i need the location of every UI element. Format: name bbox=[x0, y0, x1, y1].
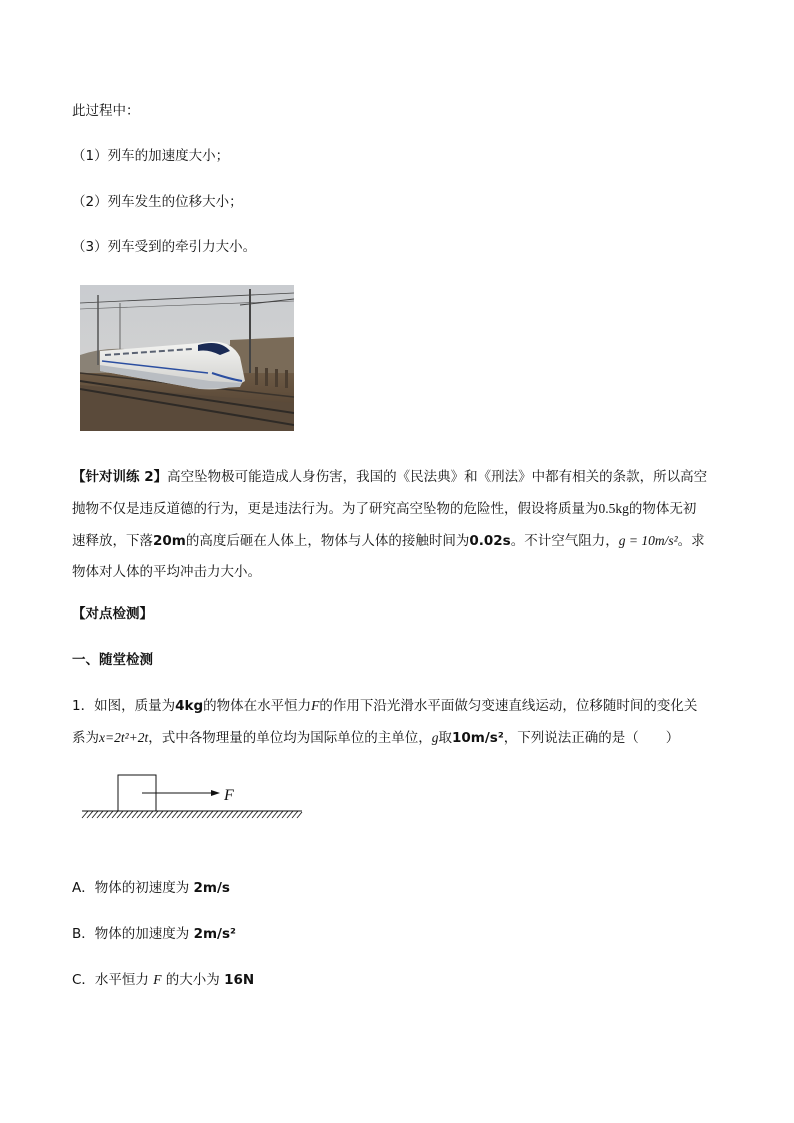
train-photo bbox=[80, 285, 294, 431]
training-line-4: 物体对人体的平均冲击力大小。 bbox=[72, 564, 261, 580]
option-a-text: A．物体的初速度为 bbox=[72, 880, 194, 896]
option-b-value: 2m/s² bbox=[193, 926, 236, 942]
problem-text-2b: ，式中各物理量的单位均为国际单位的主单位， bbox=[148, 730, 432, 746]
question-3: （3）列车受到的牵引力大小。 bbox=[72, 239, 257, 255]
force-diagram bbox=[80, 770, 310, 825]
training-text-3a: 速释放，下落 bbox=[72, 533, 153, 549]
option-c[interactable] bbox=[72, 970, 254, 990]
training-line-3 bbox=[72, 525, 724, 557]
intro-text: 此过程中： bbox=[72, 103, 140, 119]
training-tag: 【针对训练 2】 bbox=[72, 469, 168, 485]
option-a[interactable] bbox=[72, 878, 230, 898]
section-title: 【对点检测】 bbox=[72, 606, 153, 622]
gravity-expression: g = 10m/s² bbox=[618, 533, 678, 548]
problem-text-1a: 1．如图，质量为 bbox=[72, 698, 176, 714]
g-value: 10m/s² bbox=[452, 730, 504, 746]
training-paragraph bbox=[72, 462, 724, 588]
training-text-2a: 抛物不仅是违反道德的行为，更是违法行为。为了研究高空坠物的危险性，假设将质量为 bbox=[72, 501, 599, 517]
force-symbol: F bbox=[311, 698, 320, 713]
block-force-figure bbox=[80, 770, 310, 825]
problem-mass: 4kg bbox=[175, 698, 204, 714]
problem-text-1c: 的作用下沿光滑水平面做匀变速直线运动，位移随时间的变化关 bbox=[319, 698, 698, 714]
option-c-value: 16N bbox=[224, 972, 255, 988]
high-speed-train-image bbox=[80, 285, 294, 431]
option-a-value: 2m/s bbox=[193, 880, 230, 896]
g-symbol: g bbox=[431, 730, 439, 745]
force-label: F bbox=[224, 787, 234, 804]
training-text-1: 高空坠物极可能造成人身伤害，我国的《民法典》和《刑法》中都有相关的条款，所以高空 bbox=[167, 469, 708, 485]
problem-text-2c: 取 bbox=[438, 730, 453, 746]
training-text-3d: 。求 bbox=[677, 533, 705, 549]
problem-text-2a: 系为 bbox=[72, 730, 99, 746]
option-b-text: B．物体的加速度为 bbox=[72, 926, 194, 942]
training-text-3b: 的高度后砸在人体上，物体与人体的接触时间为 bbox=[185, 533, 470, 549]
subsection-title: 一、随堂检测 bbox=[72, 652, 153, 668]
question-2: （2）列车发生的位移大小； bbox=[72, 194, 243, 210]
training-text-3c: 。不计空气阻力， bbox=[510, 533, 619, 549]
training-line-1 bbox=[72, 462, 724, 493]
problem-1-line-2 bbox=[72, 722, 724, 754]
training-text-2b: 的物体无初 bbox=[628, 501, 697, 517]
option-b[interactable] bbox=[72, 924, 236, 944]
time-value: 0.02s bbox=[469, 533, 511, 549]
question-1: （1）列车的加速度大小； bbox=[72, 148, 230, 164]
problem-text-1b: 的物体在水平恒力 bbox=[203, 698, 312, 714]
problem-1 bbox=[72, 690, 724, 754]
arrow-head-icon bbox=[211, 790, 220, 796]
mass-value: 0.5kg bbox=[598, 501, 629, 516]
problem-text-2d: ，下列说法正确的是（ ） bbox=[503, 730, 680, 746]
option-c-text: C．水平恒力 bbox=[72, 972, 154, 988]
height-value: 20m bbox=[153, 533, 186, 549]
motion-equation: x=2t²+2t bbox=[99, 730, 149, 745]
training-line-2 bbox=[72, 493, 724, 525]
option-c-mid: 的大小为 bbox=[161, 972, 225, 988]
ground-hatching bbox=[82, 811, 302, 818]
problem-1-line-1 bbox=[72, 690, 724, 722]
option-c-force: F bbox=[153, 972, 162, 987]
